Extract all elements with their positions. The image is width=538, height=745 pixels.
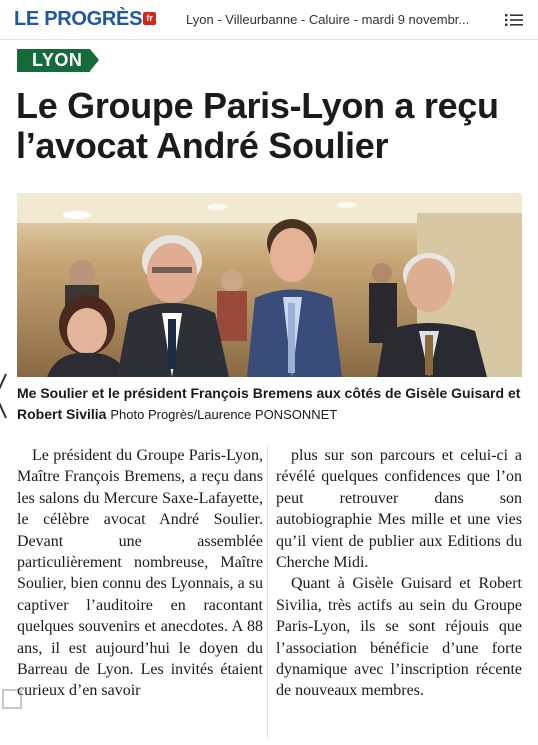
photo-illustration [17,193,522,377]
watermark [0,687,180,711]
paragraph: plus sur son parcours et celui-ci a révélé quelques confidences que l’on peut retrouver dans son autobiographie Mes mille et une vies qu’il vient de publier aux Editions du Cherche Midi. [276,447,522,572]
column-divider [267,447,268,737]
section-tag-arrow [90,49,99,71]
logo-text: LE PROGRÈS [14,7,143,30]
le-progres-logo[interactable] [14,7,156,31]
scan-icon [0,687,26,711]
caption-text: Me Soulier et le président François Bremens aux côtés de Gisèle Guisard et Robert Sivilia [17,385,521,422]
photo-caption [17,383,522,425]
list-menu-icon[interactable] [505,12,523,28]
article-photo [17,193,522,377]
logo-badge: fr [143,12,156,25]
section-tag [17,49,99,72]
article-column-1 [17,445,263,702]
paragraph: Le président du Groupe Paris-Lyon, Maître François Bremens, a reçu dans les salons du Mercure Saxe-Lafayette, le célèbre avocat André Soulier. Devant une assemblée particulièrement nombreuse, Maître Soulier, bien connu des Lyonnais, a su captiver l’auditoire en racontant quelques souvenirs et anecdotes. A 88 ans, il est aujourd’hui le doyen du Barreau de Lyon. Les invités étaient curieux d’en savoir [17,447,263,700]
paragraph: Quant à Gisèle Guisard et Robert Sivilia, très actifs au sein du Groupe Paris-Lyon, ils se sont réjouis que l’association bénéficie d’une forte dynamique avec l’inscription récente de nouveaux membres. [276,575,522,700]
section-label: LYON [17,49,90,72]
article-title: Le Groupe Paris-Lyon a reçu l’avocat André Soulier [16,85,499,166]
edition-title: Lyon - Villeurbanne - Caluire - mardi 9 novembr... [186,12,470,27]
article-column-2 [276,445,522,702]
top-bar [0,0,538,40]
photo-credit: Photo Progrès/Laurence PONSONNET [110,407,338,422]
chevron-left-icon[interactable] [0,368,8,424]
